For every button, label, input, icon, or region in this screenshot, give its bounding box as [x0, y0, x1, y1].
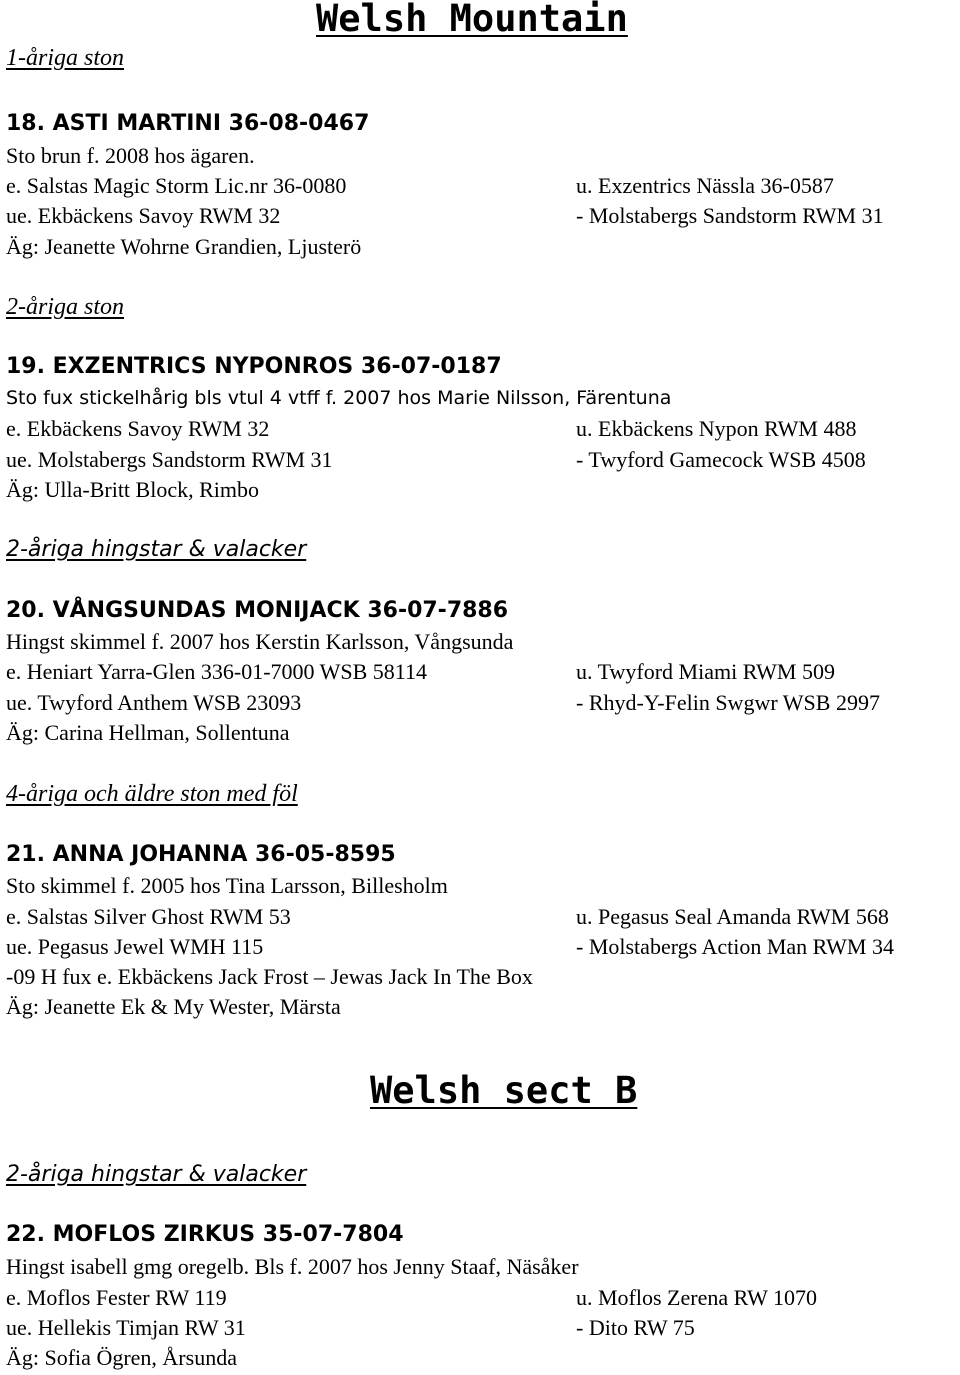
entry-name: 20. VÅNGSUNDAS MONIJACK 36-07-7886: [6, 598, 509, 623]
entry-owner: Äg: Jeanette Ek & My Wester, Märsta: [6, 994, 341, 1019]
pedigree-dam-dam: - Rhyd-Y-Felin Swgwr WSB 2997: [576, 690, 880, 715]
entry-details: Hingst skimmel f. 2007 hos Kerstin Karlsson, Vångsunda: [6, 629, 514, 654]
pedigree-dam-sire: ue. Hellekis Timjan RW 31: [6, 1315, 246, 1340]
category-heading: 2-åriga ston: [6, 294, 125, 320]
section-title-welsh-sect-b: Welsh sect B: [370, 1069, 638, 1112]
entry-foal: -09 H fux e. Ekbäckens Jack Frost – Jewas Jack In The Box: [6, 964, 533, 989]
pedigree-sire: e. Ekbäckens Savoy RWM 32: [6, 416, 270, 441]
pedigree-dam-sire: ue. Ekbäckens Savoy RWM 32: [6, 203, 281, 228]
entry-name: 19. EXZENTRICS NYPONROS 36-07-0187: [6, 354, 502, 379]
entry-name: 21. ANNA JOHANNA 36-05-8595: [6, 842, 396, 867]
pedigree-sire: e. Salstas Magic Storm Lic.nr 36-0080: [6, 173, 347, 198]
category-heading: 1-åriga ston: [6, 45, 125, 71]
pedigree-dam: u. Ekbäckens Nypon RWM 488: [576, 416, 857, 441]
pedigree-sire: e. Moflos Fester RW 119: [6, 1285, 227, 1310]
pedigree-dam-sire: ue. Pegasus Jewel WMH 115: [6, 934, 264, 959]
entry-details: Sto brun f. 2008 hos ägaren.: [6, 143, 255, 168]
pedigree-dam: u. Pegasus Seal Amanda RWM 568: [576, 904, 889, 929]
entry-owner: Äg: Sofia Ögren, Årsunda: [6, 1345, 237, 1370]
entry-details: Sto skimmel f. 2005 hos Tina Larsson, Billesholm: [6, 873, 448, 898]
pedigree-dam-dam: - Molstabergs Action Man RWM 34: [576, 934, 894, 959]
entry-name: 18. ASTI MARTINI 36-08-0467: [6, 111, 370, 136]
pedigree-sire: e. Salstas Silver Ghost RWM 53: [6, 904, 291, 929]
category-heading: 2-åriga hingstar & valacker: [6, 1162, 307, 1187]
section-title-welsh-mountain: Welsh Mountain: [316, 0, 628, 40]
pedigree-dam-sire: ue. Molstabergs Sandstorm RWM 31: [6, 447, 333, 472]
entry-details: Hingst isabell gmg oregelb. Bls f. 2007 hos Jenny Staaf, Näsåker: [6, 1254, 579, 1279]
pedigree-dam-dam: - Dito RW 75: [576, 1315, 695, 1340]
pedigree-dam-sire: ue. Twyford Anthem WSB 23093: [6, 690, 302, 715]
pedigree-sire: e. Heniart Yarra-Glen 336-01-7000 WSB 58114: [6, 659, 427, 684]
category-heading: 2-åriga hingstar & valacker: [6, 537, 307, 562]
entry-name: 22. MOFLOS ZIRKUS 35-07-7804: [6, 1222, 404, 1247]
entry-owner: Äg: Jeanette Wohrne Grandien, Ljusterö: [6, 234, 362, 259]
pedigree-dam: u. Exzentrics Nässla 36-0587: [576, 173, 834, 198]
pedigree-dam-dam: - Twyford Gamecock WSB 4508: [576, 447, 866, 472]
pedigree-dam: u. Twyford Miami RWM 509: [576, 659, 835, 684]
entry-owner: Äg: Carina Hellman, Sollentuna: [6, 720, 290, 745]
entry-owner: Äg: Ulla-Britt Block, Rimbo: [6, 477, 259, 502]
pedigree-dam-dam: - Molstabergs Sandstorm RWM 31: [576, 203, 884, 228]
pedigree-dam: u. Moflos Zerena RW 1070: [576, 1285, 817, 1310]
category-heading: 4-åriga och äldre ston med föl: [6, 781, 298, 807]
entry-details: Sto fux stickelhårig bls vtul 4 vtff f. 2007 hos Marie Nilsson, Färentuna: [6, 387, 672, 409]
